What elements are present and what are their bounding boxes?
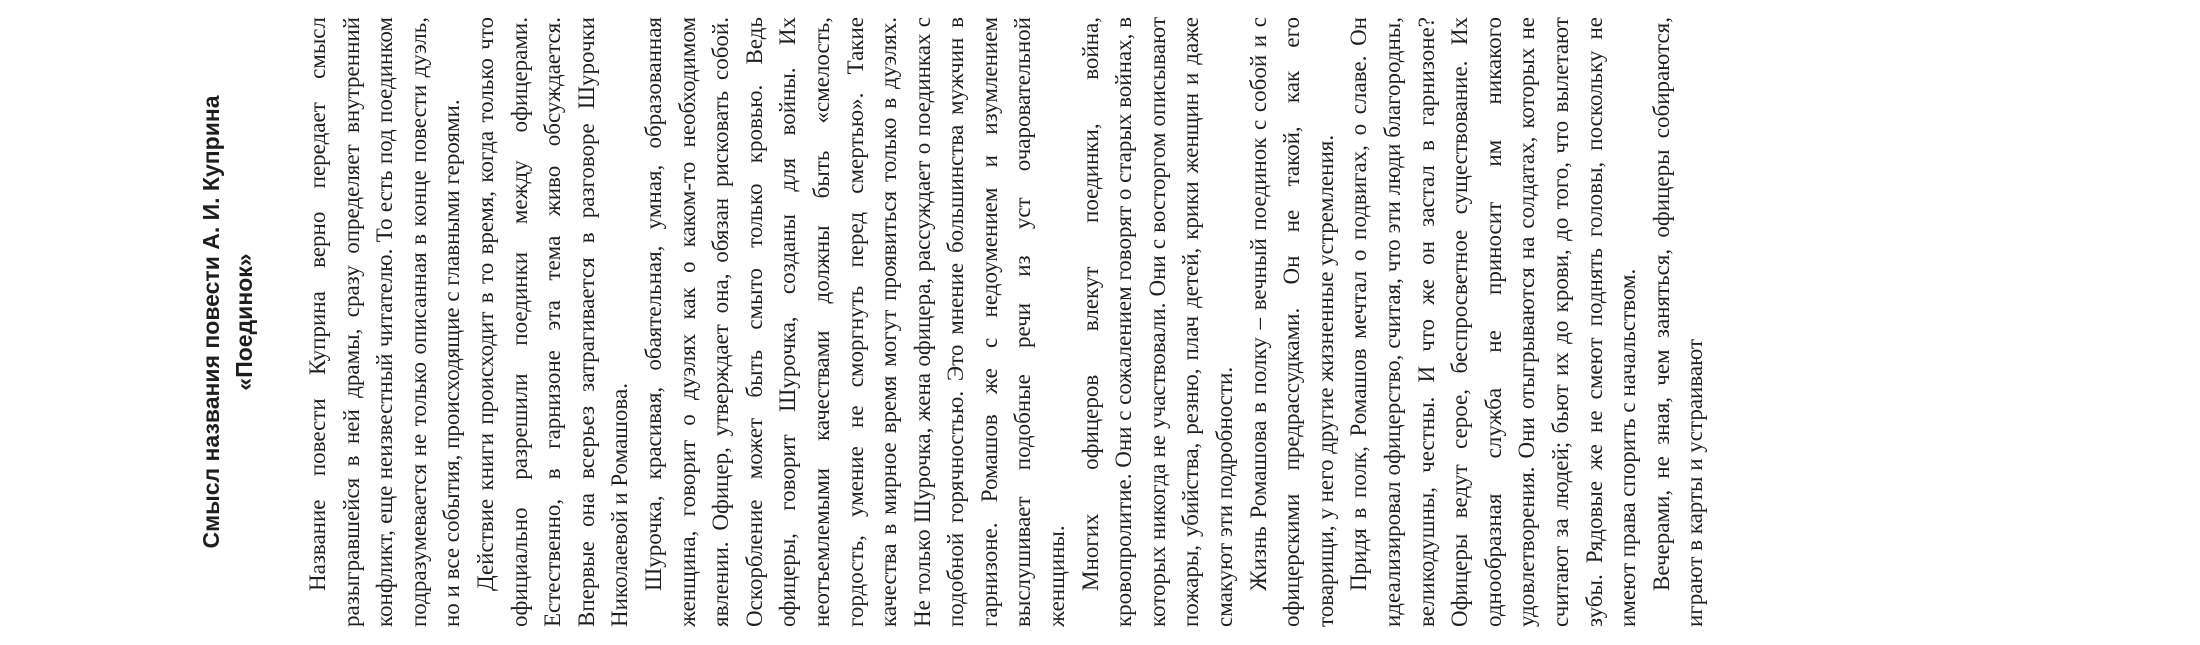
paragraph: Жизнь Ромашова в полку – вечный поединок с собой и с офицерскими предрассудками. Он не такой, как его товарищи, у него другие жизненные устремления. <box>1245 17 1338 627</box>
page-title-line-1: Смысл названия повести А. И. Куприна <box>198 95 224 549</box>
body-text <box>301 17 1712 627</box>
page-title-line-2: «Поединок» <box>231 253 257 391</box>
paragraph: Шурочка, красивая, обаятельная, умная, образованная женщина, говорит о дуэлях как о каком-то необходимом явлении. Офицер, утверждает она, обязан рисковать собой. Оскорбление может быть смыто только кровью. Ведь офицеры, говорит Шурочка, созданы для войны. Их неотъемлемыми качествами должны быть «смелость, гордость, умение не сморгнуть перед смертью». Такие качества в мирное время могут проявиться только в дуэлях. Не только Шурочка, жена офицера, рассуждает о поединках с подобной горячностью. Это мнение большинства мужчин в гарнизоне. Ромашов же с недоумением и изумлением выслушивает подобные речи из уст очаровательной женщины. <box>640 17 1070 627</box>
page-title <box>195 17 261 627</box>
paragraph: Придя в полк, Ромашов мечтал о подвигах, о славе. Он идеализировал офицерство, считая, что эти люди благородны, великодушны, честны. И что же он застал в гарнизоне? Офицеры ведут серое, беспросветное существование. Их однообразная служба не приносит им никакого удовлетворения. Они отыгрываются на солдатах, которых не считают за людей; бьют их до крови, до того, что вылетают зубы. Рядовые же не смеют поднять головы, поскольку не имеют права спорить с начальством. <box>1346 17 1641 627</box>
paragraph: Многих офицеров влекут поединки, война, кровопролитие. Они с сожалением говорят о старых войнах, в которых никогда не участвовали. Они с восторгом описывают пожары, убийства, резню, плач детей, крики женщин и даже смакуют эти подробности. <box>1077 17 1238 627</box>
paragraph: Вечерами, не зная, чем заняться, офицеры собираются, играют в карты и устраивают <box>1648 17 1708 627</box>
paragraph: Действие книги происходит в то время, когда только что официально разрешили поединки между офицерами. Естественно, в гарнизоне эта тема живо обсуждается. Впервые она всерьез затрагивается в разговоре Шурочки Николаевой и Ромашова. <box>472 17 633 627</box>
rotated-page-container <box>100 17 2100 627</box>
paragraph: Название повести Куприна верно передает смысл разыгравшейся в ней драмы, сразу определяет внутренний конфликт, еще неизвестный читателю. То есть под поединком подразумевается не только описанная в конце повести дуэль, но и все события, происходящие с главными героями. <box>305 17 465 627</box>
document-page <box>195 17 1995 627</box>
